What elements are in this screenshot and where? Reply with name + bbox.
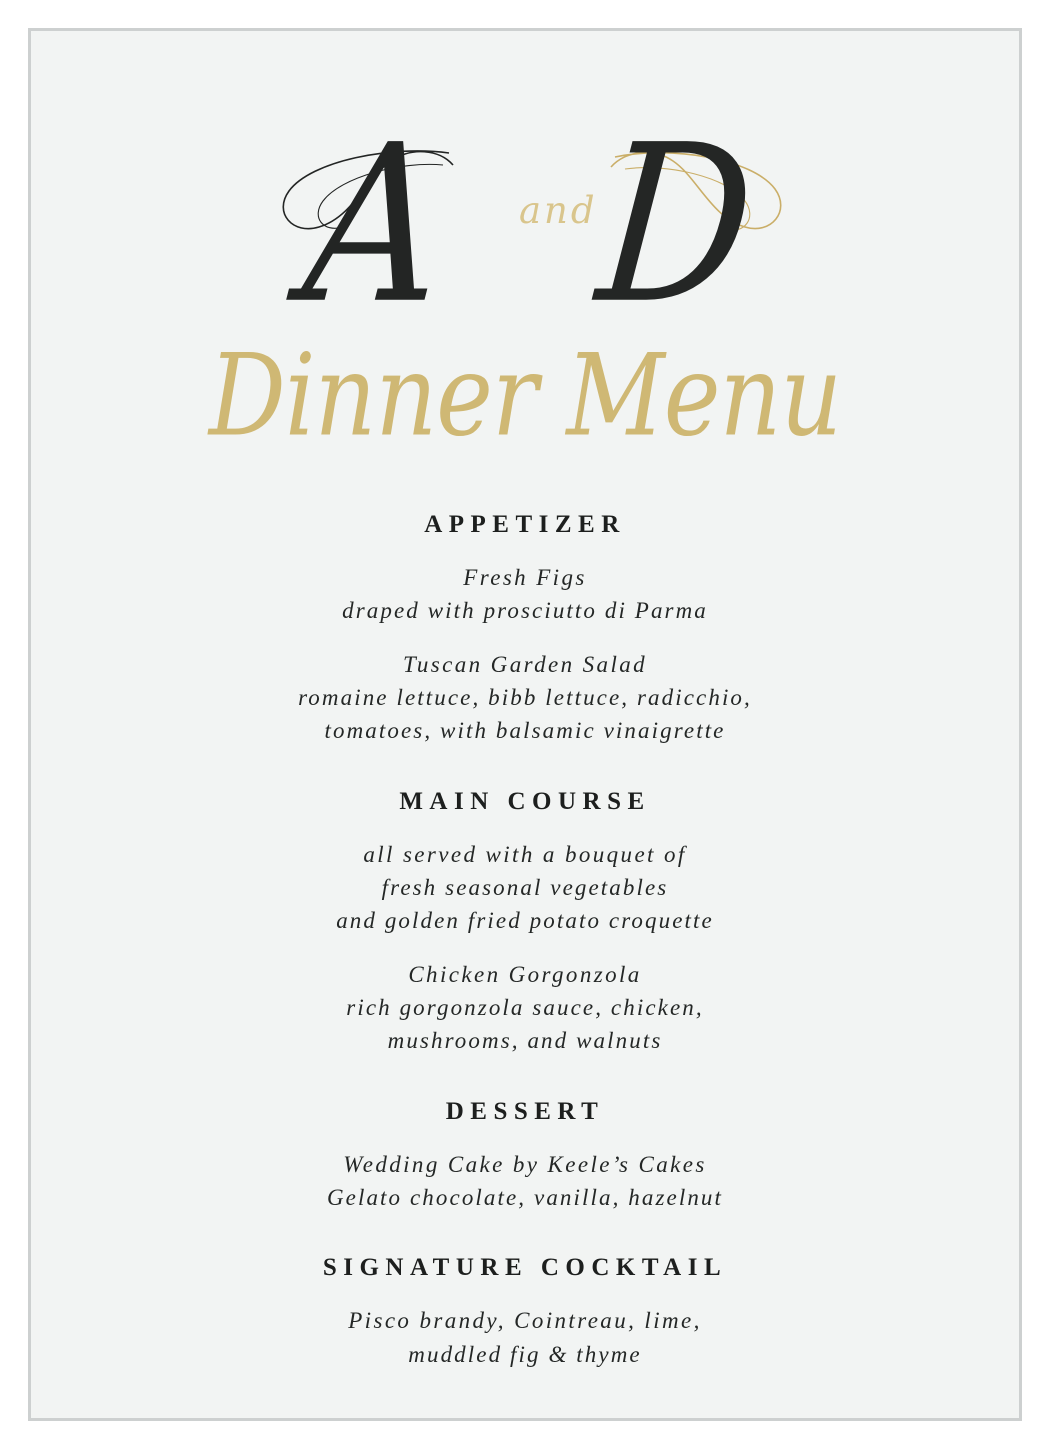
menu-section-heading: APPETIZER (424, 511, 626, 538)
monogram (121, 99, 929, 352)
menu-item-description: draped with prosciutto di Parma (342, 598, 708, 624)
monogram-initial-right: D (589, 99, 756, 352)
menu-section (121, 1098, 929, 1215)
menu-section (121, 788, 929, 1058)
menu-card (28, 28, 1022, 1421)
menu-item (121, 1148, 929, 1215)
menu-section-heading: SIGNATURE COCKTAIL (322, 1254, 728, 1282)
menu-sections (121, 511, 929, 1371)
menu-item-description: romaine lettuce, bibb lettuce, radicchio, (298, 685, 752, 711)
menu-item-name: all served with a bouquet of (363, 841, 687, 867)
menu-item-description: and golden fried potato croquette (336, 908, 714, 934)
menu-item-name: Chicken Gorgonzola (408, 961, 642, 987)
menu-item (121, 648, 929, 748)
menu-item (121, 958, 929, 1058)
menu-item-description: rich gorgonzola sauce, chicken, (346, 995, 704, 1021)
monogram-initial-left: A (295, 99, 447, 352)
menu-section (121, 511, 929, 748)
menu-item-name: Fresh Figs (463, 565, 587, 590)
monogram-conjunction: and (519, 189, 598, 232)
menu-item (121, 838, 929, 938)
menu-item-name: Wedding Cake by Keele’s Cakes (343, 1151, 707, 1177)
menu-card-inner (31, 31, 1019, 1418)
menu-item (121, 561, 929, 628)
menu-section-heading: DESSERT (445, 1097, 605, 1125)
menu-item-description: fresh seasonal vegetables (381, 875, 669, 901)
page-title: Dinner Menu (208, 329, 842, 462)
menu-item-description: Gelato chocolate, vanilla, hazelnut (326, 1185, 724, 1211)
menu-item-description: muddled fig & thyme (408, 1341, 642, 1367)
menu-item-description: mushrooms, and walnuts (387, 1028, 663, 1054)
menu-item-name: Tuscan Garden Salad (402, 651, 648, 677)
menu-item-name: Pisco brandy, Cointreau, lime, (348, 1308, 702, 1334)
menu-section-heading: MAIN COURSE (399, 787, 651, 815)
menu-item-description: tomatoes, with balsamic vinaigrette (324, 718, 726, 744)
menu-item (121, 1304, 929, 1371)
menu-section (121, 1254, 929, 1371)
